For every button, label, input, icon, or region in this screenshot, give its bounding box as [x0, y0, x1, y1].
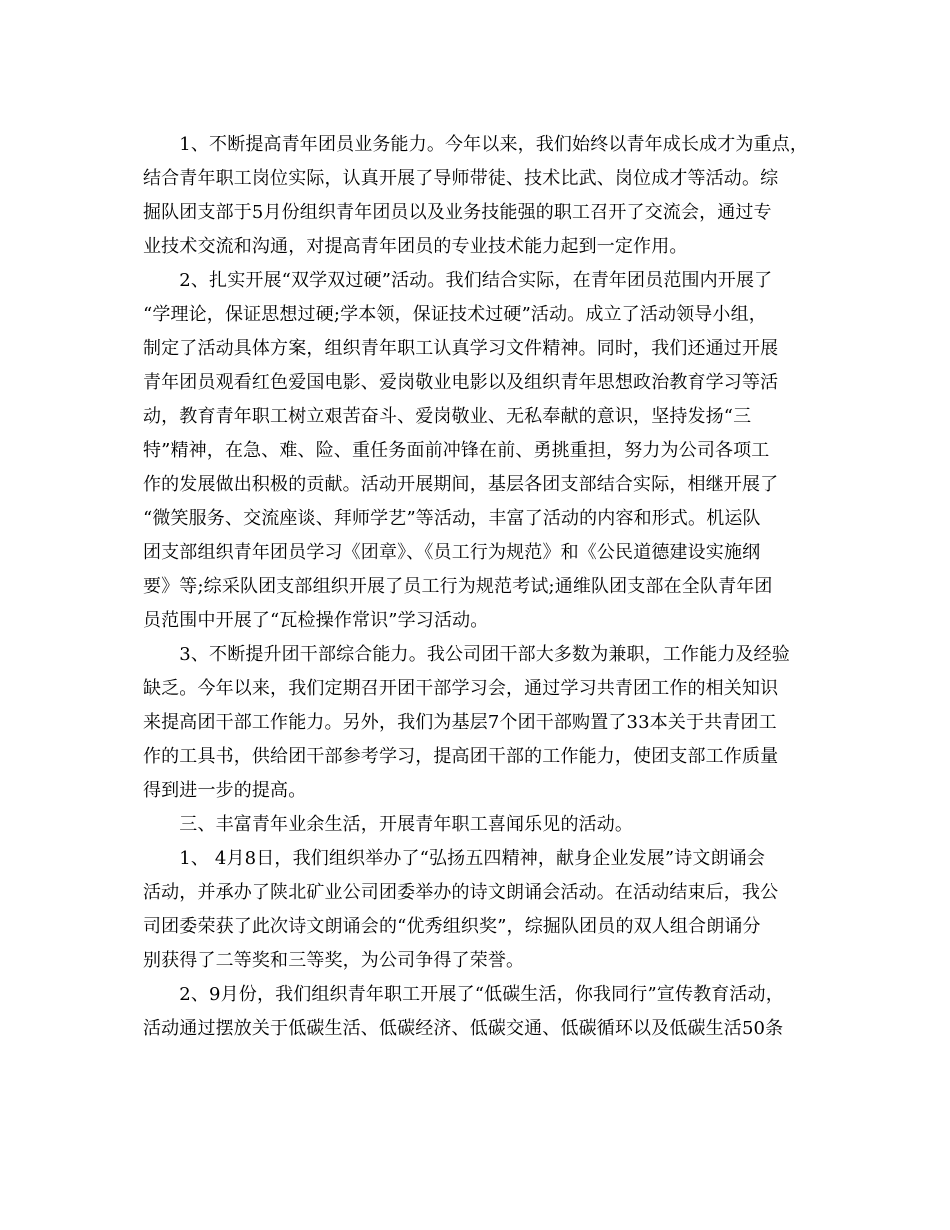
text-line: 要》等;综采队团支部组织开展了员工行为规范考试;通维队团支部在全队青年团 [143, 576, 773, 597]
text-line: “学理论，保证思想过硬;学本领，保证技术过硬”活动。成立了活动领导小组， [143, 304, 767, 325]
text-line: 司团委荣获了此次诗文朗诵会的“优秀组织奖”，综掘队团员的双人组合朗诵分 [143, 916, 761, 937]
text-line: 2、9月份，我们组织青年职工开展了“低碳生活，你我同行”宣传教育活动， [143, 984, 784, 1005]
text-line: 业技术交流和沟通，对提高青年团员的专业技术能力起到一定作用。 [143, 236, 688, 257]
text-line: “微笑服务、交流座谈、拜师学艺”等活动，丰富了活动的内容和形式。机运队 [143, 508, 761, 529]
text-line: 结合青年职工岗位实际，认真开展了导师带徒、技术比武、岗位成才等活动。综 [143, 168, 779, 189]
text-line: 得到进一步的提高。 [143, 780, 307, 801]
text-line: 掘队团支部于5月份组织青年团员以及业务技能强的职工召开了交流会，通过专 [143, 202, 772, 223]
text-line: 制定了活动具体方案，组织青年职工认真学习文件精神。同时，我们还通过开展 [143, 338, 779, 359]
text-line: 1、 4月8日，我们组织举办了“弘扬五四精神，献身企业发展”诗文朗诵会 [143, 848, 766, 869]
text-line: 缺乏。今年以来，我们定期召开团干部学习会，通过学习共青团工作的相关知识 [143, 678, 779, 699]
text-line: 特”精神，在急、难、险、重任务面前冲锋在前、勇挑重担，努力为公司各项工 [143, 440, 770, 461]
text-line: 活动通过摆放关于低碳生活、低碳经济、低碳交通、低碳循环以及低碳生活50条 [143, 1018, 784, 1039]
text-line: 来提高团干部工作能力。另外，我们为基层7个团干部购置了33本关于共青团工 [143, 712, 777, 733]
text-line: 团支部组织青年团员学习《团章》、《员工行为规范》和《公民道德建设实施纲 [143, 542, 761, 563]
text-line: 3、不断提升团干部综合能力。我公司团干部大多数为兼职，工作能力及经验 [143, 644, 790, 665]
body-text [143, 128, 823, 1046]
text-line: 三、丰富青年业余生活，开展青年职工喜闻乐见的活动。 [143, 814, 634, 835]
text-line: 青年团员观看红色爱国电影、爱岗敬业电影以及组织青年思想政治教育学习等活 [143, 372, 779, 393]
text-line: 作的工具书，供给团干部参考学习，提高团干部的工作能力，使团支部工作质量 [143, 746, 779, 767]
text-line: 1、不断提高青年团员业务能力。今年以来，我们始终以青年成长成才为重点， [143, 134, 808, 155]
text-line: 别获得了二等奖和三等奖，为公司争得了荣誉。 [143, 950, 525, 971]
text-line: 作的发展做出积极的贡献。活动开展期间，基层各团支部结合实际，相继开展了 [143, 474, 779, 495]
text-line: 活动，并承办了陕北矿业公司团委举办的诗文朗诵会活动。在活动结束后，我公 [143, 882, 779, 903]
text-line: 2、扎实开展“双学双过硬”活动。我们结合实际，在青年团员范围内开展了 [143, 270, 773, 291]
text-line: 员范围中开展了“瓦检操作常识”学习活动。 [143, 610, 489, 631]
text-line: 动，教育青年职工树立艰苦奋斗、爱岗敬业、无私奉献的意识，坚持发扬“三 [143, 406, 752, 427]
